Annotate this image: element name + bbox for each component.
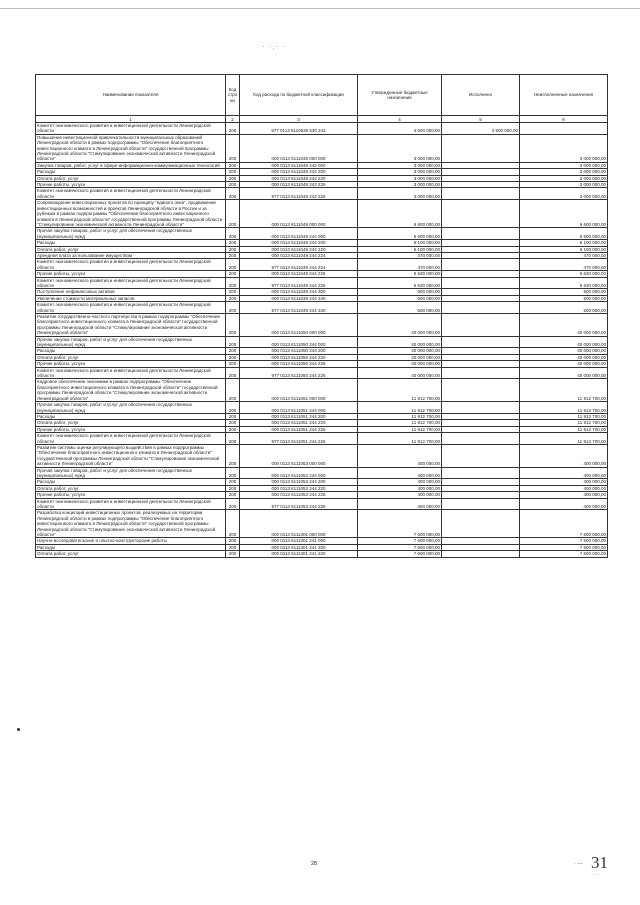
cell-approved: 400 000,00 <box>358 498 442 510</box>
cell-code: 200 <box>226 228 240 240</box>
cell-approved: 5 630 000,00 <box>358 271 442 277</box>
header-approved: Утвержденные бюджетные назначения <box>358 75 442 116</box>
cell-kbk: 000 0113 6111049 244 200 <box>240 240 358 246</box>
cell-unexecuted: 40 000 000,00 <box>520 314 608 337</box>
cell-code: 200 <box>226 538 240 544</box>
cell-kbk: 977 0113 6111049 244 224 <box>240 259 358 271</box>
table-row <box>36 314 608 337</box>
cell-unexecuted: 400 000,00 <box>520 485 608 491</box>
cell-approved: 400 000,00 <box>358 492 442 498</box>
cell-code: 200 <box>226 240 240 246</box>
cell-code: 200 <box>226 551 240 557</box>
cell-name: Прочая закупка товаров, работ и услуг для обеспечения государственных (муниципальных) нужд <box>36 336 226 348</box>
cell-approved: 500 000,00 <box>358 289 442 295</box>
table-row <box>36 498 608 510</box>
cell-executed <box>442 498 520 510</box>
cell-unexecuted: 40 000 000,00 <box>520 336 608 348</box>
cell-kbk: 000 0113 6111053 244 000 <box>240 467 358 479</box>
cell-name: Развитие государственно-частного партнерства в рамках подпрограммы "Обеспечение благоприятного инвестиционного климата в Ленинградской области" государственной программы Ленинградской области "Стимулирование экономической активности Ленинградской области" <box>36 314 226 337</box>
cell-name: Расходы <box>36 169 226 175</box>
footer-mark: · · · <box>592 872 600 878</box>
scan-top-line <box>0 8 640 9</box>
cell-kbk: 000 0113 6111051 244 226 <box>240 426 358 432</box>
cell-approved: 500 000,00 <box>358 295 442 301</box>
cell-kbk: 000 0113 6111048 242 220 <box>240 175 358 181</box>
cell-code: 200 <box>226 182 240 188</box>
cell-name: Арендная плата за пользование имуществом <box>36 252 226 258</box>
cell-kbk: 000 0113 6111049 244 000 <box>240 228 358 240</box>
cell-code: 200 <box>226 492 240 498</box>
cell-unexecuted: 40 000 000,00 <box>520 361 608 367</box>
cell-code: 200 <box>226 134 240 162</box>
cell-code: 200 <box>226 361 240 367</box>
cell-unexecuted: 7 600 000,00 <box>520 538 608 544</box>
cell-name: Расходы <box>36 479 226 485</box>
cell-code: 200 <box>226 162 240 168</box>
cell-code: 200 <box>226 413 240 419</box>
cell-approved: 40 000 000,00 <box>358 354 442 360</box>
cell-unexecuted: 7 600 000,00 <box>520 510 608 538</box>
cell-code: 200 <box>226 367 240 379</box>
cell-unexecuted: 3 000 000,00 <box>520 162 608 168</box>
table-row <box>36 433 608 445</box>
column-number: 5 <box>442 116 520 123</box>
cell-code: 200 <box>226 444 240 467</box>
cell-unexecuted: 470 000,00 <box>520 259 608 271</box>
cell-kbk: 000 0113 6111049 244 300 <box>240 289 358 295</box>
cell-approved: 6 600 000,00 <box>358 228 442 240</box>
table-row <box>36 402 608 414</box>
cell-kbk: 977 0113 6111049 244 226 <box>240 277 358 289</box>
cell-name: Расходы <box>36 348 226 354</box>
cell-kbk: 000 0113 6111050 244 200 <box>240 348 358 354</box>
cell-name: Комитет экономического развития и инвестиционной деятельности Ленинградской области <box>36 498 226 510</box>
cell-unexecuted <box>520 123 608 135</box>
cell-unexecuted: 6 600 000,00 <box>520 228 608 240</box>
cell-name: Расходы <box>36 413 226 419</box>
cell-kbk: 000 0113 6111049 244 220 <box>240 246 358 252</box>
cell-approved: 400 000,00 <box>358 467 442 479</box>
cell-unexecuted: 400 000,00 <box>520 492 608 498</box>
table-row <box>36 277 608 289</box>
cell-approved: 3 000 000,00 <box>358 182 442 188</box>
cell-kbk: 000 0113 6111050 000 000 <box>240 314 358 337</box>
cell-name: Прочие работы, услуги <box>36 492 226 498</box>
cell-unexecuted: 500 000,00 <box>520 295 608 301</box>
cell-name: Расходы <box>36 240 226 246</box>
table-row <box>36 259 608 271</box>
cell-approved: 11 912 700,00 <box>358 413 442 419</box>
cell-name: Оплата работ, услуг <box>36 420 226 426</box>
cell-name: Комитет экономического развития и инвестиционной деятельности Ленинградской области <box>36 367 226 379</box>
cell-name: Увеличение стоимости материальных запасов <box>36 295 226 301</box>
cell-executed <box>442 302 520 314</box>
cell-code: 200 <box>226 348 240 354</box>
cell-code: 200 <box>226 485 240 491</box>
cell-executed <box>442 314 520 337</box>
cell-code: 200 <box>226 175 240 181</box>
cell-unexecuted: 3 000 000,00 <box>520 169 608 175</box>
table-row <box>36 467 608 479</box>
cell-name: Оплата работ, услуг <box>36 485 226 491</box>
cell-kbk: 000 0113 6111301 241 000 <box>240 538 358 544</box>
cell-approved: 6 100 000,00 <box>358 246 442 252</box>
cell-unexecuted: 11 912 700,00 <box>520 413 608 419</box>
cell-approved: 3 000 000,00 <box>358 169 442 175</box>
scan-speck <box>17 728 20 731</box>
cell-approved: 7 600 000,00 <box>358 510 442 538</box>
cell-code: 200 <box>226 277 240 289</box>
cell-name: Прочая закупка товаров, работ и услуг для обеспечения государственных (муниципальных) нужд <box>36 467 226 479</box>
cell-code: 200 <box>226 271 240 277</box>
cell-unexecuted: 11 912 700,00 <box>520 433 608 445</box>
cell-unexecuted: 3 000 000,00 <box>520 188 608 200</box>
cell-unexecuted: 40 000 000,00 <box>520 348 608 354</box>
cell-kbk: 000 0113 6111048 242 200 <box>240 169 358 175</box>
cell-unexecuted: 7 600 000,00 <box>520 544 608 550</box>
cell-unexecuted: 500 000,00 <box>520 289 608 295</box>
cell-executed <box>442 188 520 200</box>
cell-code: 200 <box>226 252 240 258</box>
cell-code: 200 <box>226 169 240 175</box>
cell-approved: 400 000,00 <box>358 444 442 467</box>
cell-code: 200 <box>226 302 240 314</box>
cell-unexecuted: 3 000 000,00 <box>520 182 608 188</box>
cell-kbk: 000 0113 6111053 244 220 <box>240 485 358 491</box>
cell-name: Оплата работ, услуг <box>36 246 226 252</box>
cell-name: Поступление нефинансовых активов <box>36 289 226 295</box>
cell-unexecuted: 7 600 000,00 <box>520 551 608 557</box>
cell-unexecuted: 3 000 000,00 <box>520 134 608 162</box>
cell-approved: 11 912 700,00 <box>358 420 442 426</box>
cell-code: 200 <box>226 402 240 414</box>
cell-unexecuted: 470 000,00 <box>520 252 608 258</box>
cell-approved: 40 000 000,00 <box>358 367 442 379</box>
cell-unexecuted: 400 000,00 <box>520 444 608 467</box>
cell-kbk: 977 0113 6111048 242 226 <box>240 188 358 200</box>
cell-code: 200 <box>226 123 240 135</box>
cell-approved: 11 912 700,00 <box>358 379 442 402</box>
cell-approved: 3 000 000,00 <box>358 134 442 162</box>
column-number: 6 <box>520 116 608 123</box>
cell-code: 200 <box>226 200 240 228</box>
cell-approved: 7 600 000,00 <box>358 544 442 550</box>
cell-unexecuted: 400 000,00 <box>520 479 608 485</box>
budget-execution-table <box>35 74 608 558</box>
cell-kbk: 977 0113 6110636 630 242 <box>240 123 358 135</box>
cell-kbk: 977 0113 6111053 244 226 <box>240 498 358 510</box>
cell-executed <box>442 277 520 289</box>
cell-kbk: 000 0113 6111051 244 200 <box>240 413 358 419</box>
cell-kbk: 000 0113 6111050 244 000 <box>240 336 358 348</box>
cell-executed <box>442 467 520 479</box>
cell-kbk: 977 0113 6111051 244 226 <box>240 433 358 445</box>
cell-name: Оплата работ, услуг <box>36 551 226 557</box>
cell-unexecuted: 500 000,00 <box>520 302 608 314</box>
cell-approved: 400 000,00 <box>358 479 442 485</box>
table-row <box>36 123 608 135</box>
cell-name: Прочие работы, услуги <box>36 361 226 367</box>
cell-name: Комитет экономического развития и инвестиционной деятельности Ленинградской области <box>36 302 226 314</box>
cell-executed <box>442 228 520 240</box>
cell-executed <box>442 444 520 467</box>
cell-kbk: 000 0113 6111048 000 000 <box>240 134 358 162</box>
cell-approved: 470 000,00 <box>358 252 442 258</box>
cell-unexecuted: 5 630 000,00 <box>520 277 608 289</box>
cell-code: 200 <box>226 336 240 348</box>
cell-name: Прочие работы, услуги <box>36 426 226 432</box>
cell-kbk: 977 0113 6111049 244 340 <box>240 302 358 314</box>
cell-kbk: 977 0113 6111050 244 226 <box>240 367 358 379</box>
header-kbk: Код расхода по бюджетной классификации <box>240 75 358 116</box>
cell-approved: 3 000 000,00 <box>358 175 442 181</box>
cell-name: Развитие системы оценки регулирующего воздействия в рамках подпрограммы "Обеспечение благоприятного инвестиционного климата в Ленинградской области" государственной программы Ленинградской области "Стимулирование экономической активности Ленинградской области" <box>36 444 226 467</box>
cell-kbk: 000 0113 6111051 000 000 <box>240 379 358 402</box>
cell-unexecuted: 6 100 000,00 <box>520 240 608 246</box>
cell-approved: 40 000 000,00 <box>358 361 442 367</box>
cell-executed <box>442 134 520 162</box>
column-number: 3 <box>240 116 358 123</box>
cell-approved: 3 000 000,00 <box>358 188 442 200</box>
table-row <box>36 200 608 228</box>
table-row <box>36 379 608 402</box>
cell-approved: 40 000 000,00 <box>358 348 442 354</box>
cell-kbk: 000 0113 6111301 241 200 <box>240 544 358 550</box>
cell-kbk: 000 0113 6111048 242 226 <box>240 182 358 188</box>
cell-approved: 500 000,00 <box>358 302 442 314</box>
cell-approved: 400 000,00 <box>358 485 442 491</box>
cell-name: Прочая закупка товаров, работ и услуг для обеспечения государственных (муниципальных) нужд <box>36 228 226 240</box>
table-row <box>36 228 608 240</box>
cell-code: 200 <box>226 479 240 485</box>
cell-name: Комитет экономического развития и инвестиционной деятельности Ленинградской области <box>36 433 226 445</box>
cell-code: 200 <box>226 354 240 360</box>
cell-kbk: 000 0113 6111049 244 224 <box>240 252 358 258</box>
cell-code: 200 <box>226 314 240 337</box>
column-number: 2 <box>226 116 240 123</box>
table-row <box>36 510 608 538</box>
cell-unexecuted: 400 000,00 <box>520 467 608 479</box>
cell-code: 200 <box>226 426 240 432</box>
cell-executed <box>442 433 520 445</box>
cell-approved: 4 500 000,00 <box>358 123 442 135</box>
cell-name: Оплата работ, услуг <box>36 175 226 181</box>
cell-name: Оплата работ, услуг <box>36 354 226 360</box>
cell-unexecuted: 11 912 700,00 <box>520 426 608 432</box>
table-row <box>36 551 608 557</box>
cell-approved: 470 000,00 <box>358 259 442 271</box>
cell-unexecuted: 6 100 000,00 <box>520 246 608 252</box>
cell-unexecuted: 400 000,00 <box>520 498 608 510</box>
table-row <box>36 302 608 314</box>
cell-executed <box>442 259 520 271</box>
column-number: 1 <box>36 116 226 123</box>
cell-name: Расходы <box>36 544 226 550</box>
cell-kbk: 000 0113 6111049 244 340 <box>240 295 358 301</box>
cell-executed <box>442 402 520 414</box>
cell-approved: 11 912 700,00 <box>358 433 442 445</box>
column-number-row <box>36 116 608 123</box>
cell-unexecuted: 6 600 000,00 <box>520 200 608 228</box>
cell-unexecuted: 40 000 000,00 <box>520 354 608 360</box>
cell-kbk: 000 0113 6111051 244 000 <box>240 402 358 414</box>
page-number: 28 <box>311 861 318 867</box>
cell-executed <box>442 510 520 538</box>
cell-approved: 40 000 000,00 <box>358 314 442 337</box>
cell-unexecuted: 11 912 700,00 <box>520 420 608 426</box>
table-row <box>36 188 608 200</box>
cell-name: Прочая закупка товаров, работ и услуг для обеспечения государственных (муниципальных) нужд <box>36 402 226 414</box>
cell-kbk: 000 0113 6111050 244 220 <box>240 354 358 360</box>
cell-name: Комитет экономического развития и инвестиционной деятельности Ленинградской области <box>36 123 226 135</box>
cell-approved: 11 912 700,00 <box>358 426 442 432</box>
table-header-row <box>36 75 608 116</box>
folio-number: 31 <box>591 853 608 872</box>
cell-name: Разработка концепций инвестиционных проектов, реализуемых на территории Ленинградской области в рамках подпрограммы "Обеспечение благоприятного инвестиционного климата в Ленинградской области" государственной программы Ленинградской области "Стимулирование экономической активности Ленинградской области" <box>36 510 226 538</box>
cell-name: Закупка товаров, работ, услуг в сфере информационно-коммуникационных технологий <box>36 162 226 168</box>
cell-name: Сопровождение инвестиционных проектов по принципу "единого окна", продвижение инвестиционных возможностей и проектов Ленинградской области в России и за рубежом в рамках подпрограммы "Обеспечение благоприятного инвестиционного климата в Ленинградской области" государственной программы Ленинградской области "Стимулирование экономической активности Ленинградской области" <box>36 200 226 228</box>
cell-kbk: 000 0113 6111053 244 226 <box>240 492 358 498</box>
cell-kbk: 000 0113 6111049 244 226 <box>240 271 358 277</box>
cell-approved: 6 100 000,00 <box>358 240 442 246</box>
cell-kbk: 000 0113 6111301 000 000 <box>240 510 358 538</box>
cell-kbk: 000 0113 6111048 242 000 <box>240 162 358 168</box>
cell-name: Комитет экономического развития и инвестиционной деятельности Ленинградской области <box>36 259 226 271</box>
cell-kbk: 000 0113 6111051 244 220 <box>240 420 358 426</box>
faint-stamp: · ·.· · <box>262 42 287 51</box>
cell-code: 200 <box>226 379 240 402</box>
cell-unexecuted: 3 000 000,00 <box>520 175 608 181</box>
cell-name: Комитет экономического развития и инвестиционной деятельности Ленинградской области <box>36 188 226 200</box>
cell-name: Комитет экономического развития и инвестиционной деятельности Ленинградской области <box>36 277 226 289</box>
table-row <box>36 134 608 162</box>
cell-kbk: 000 0113 6111050 244 226 <box>240 361 358 367</box>
table-row <box>36 444 608 467</box>
cell-executed: 4 500 000,00 <box>442 123 520 135</box>
cell-approved: 7 600 000,00 <box>358 551 442 557</box>
cell-approved: 40 000 000,00 <box>358 336 442 348</box>
header-unexecuted: Неисполненные назначения <box>520 75 608 116</box>
cell-name: Прочие работы, услуги <box>36 271 226 277</box>
cell-code: 200 <box>226 289 240 295</box>
cell-name: Прочие работы, услуги <box>36 182 226 188</box>
cell-unexecuted: 11 912 700,00 <box>520 379 608 402</box>
cell-name: Научно-исследовательские и опытно-конструкторские работы <box>36 538 226 544</box>
cell-executed <box>442 367 520 379</box>
cell-unexecuted: 11 912 700,00 <box>520 402 608 414</box>
cell-code: 200 <box>226 188 240 200</box>
cell-code: 200 <box>226 498 240 510</box>
cell-name: Кадровое обеспечение экономики в рамках подпрограммы "Обеспечение благоприятного инвестиционного климата в Ленинградской области" государственной программы Ленинградской области "Стимулирование экономической активности Ленинградской области" <box>36 379 226 402</box>
cell-approved: 7 600 000,00 <box>358 538 442 544</box>
table-row <box>36 367 608 379</box>
cell-code: 200 <box>226 246 240 252</box>
cell-approved: 5 630 000,00 <box>358 277 442 289</box>
cell-executed <box>442 336 520 348</box>
cell-executed <box>442 200 520 228</box>
column-number: 4 <box>358 116 442 123</box>
cell-approved: 11 912 700,00 <box>358 402 442 414</box>
cell-code: 200 <box>226 420 240 426</box>
cell-code: 200 <box>226 544 240 550</box>
cell-code: 200 <box>226 467 240 479</box>
cell-unexecuted: 40 000 000,00 <box>520 367 608 379</box>
footer-mark: - ‒‒ <box>574 861 583 867</box>
cell-executed <box>442 379 520 402</box>
cell-kbk: 000 0113 6111301 241 220 <box>240 551 358 557</box>
table-body <box>36 123 608 558</box>
cell-executed <box>442 551 520 557</box>
cell-code: 200 <box>226 510 240 538</box>
header-executed: Исполнено <box>442 75 520 116</box>
cell-code: 200 <box>226 259 240 271</box>
cell-unexecuted: 5 630 000,00 <box>520 271 608 277</box>
cell-approved: 6 600 000,00 <box>358 200 442 228</box>
cell-approved: 3 000 000,00 <box>358 162 442 168</box>
cell-name: Повышение инвестиционной привлекательности муниципальных образований Ленинградской области в рамках подпрограммы "Обеспечение благоприятного инвестиционного климата в Ленинградской области" государственной программы Ленинградской области "Стимулирование экономической активности Ленинградской области" <box>36 134 226 162</box>
header-name: Наименование показателя <box>36 75 226 116</box>
cell-kbk: 000 0113 6111049 000 000 <box>240 200 358 228</box>
cell-kbk: 000 0113 6111053 000 000 <box>240 444 358 467</box>
header-code: Код стро ки <box>226 75 240 116</box>
table-row <box>36 336 608 348</box>
cell-kbk: 000 0113 6111053 244 200 <box>240 479 358 485</box>
cell-code: 200 <box>226 433 240 445</box>
cell-code: 200 <box>226 295 240 301</box>
